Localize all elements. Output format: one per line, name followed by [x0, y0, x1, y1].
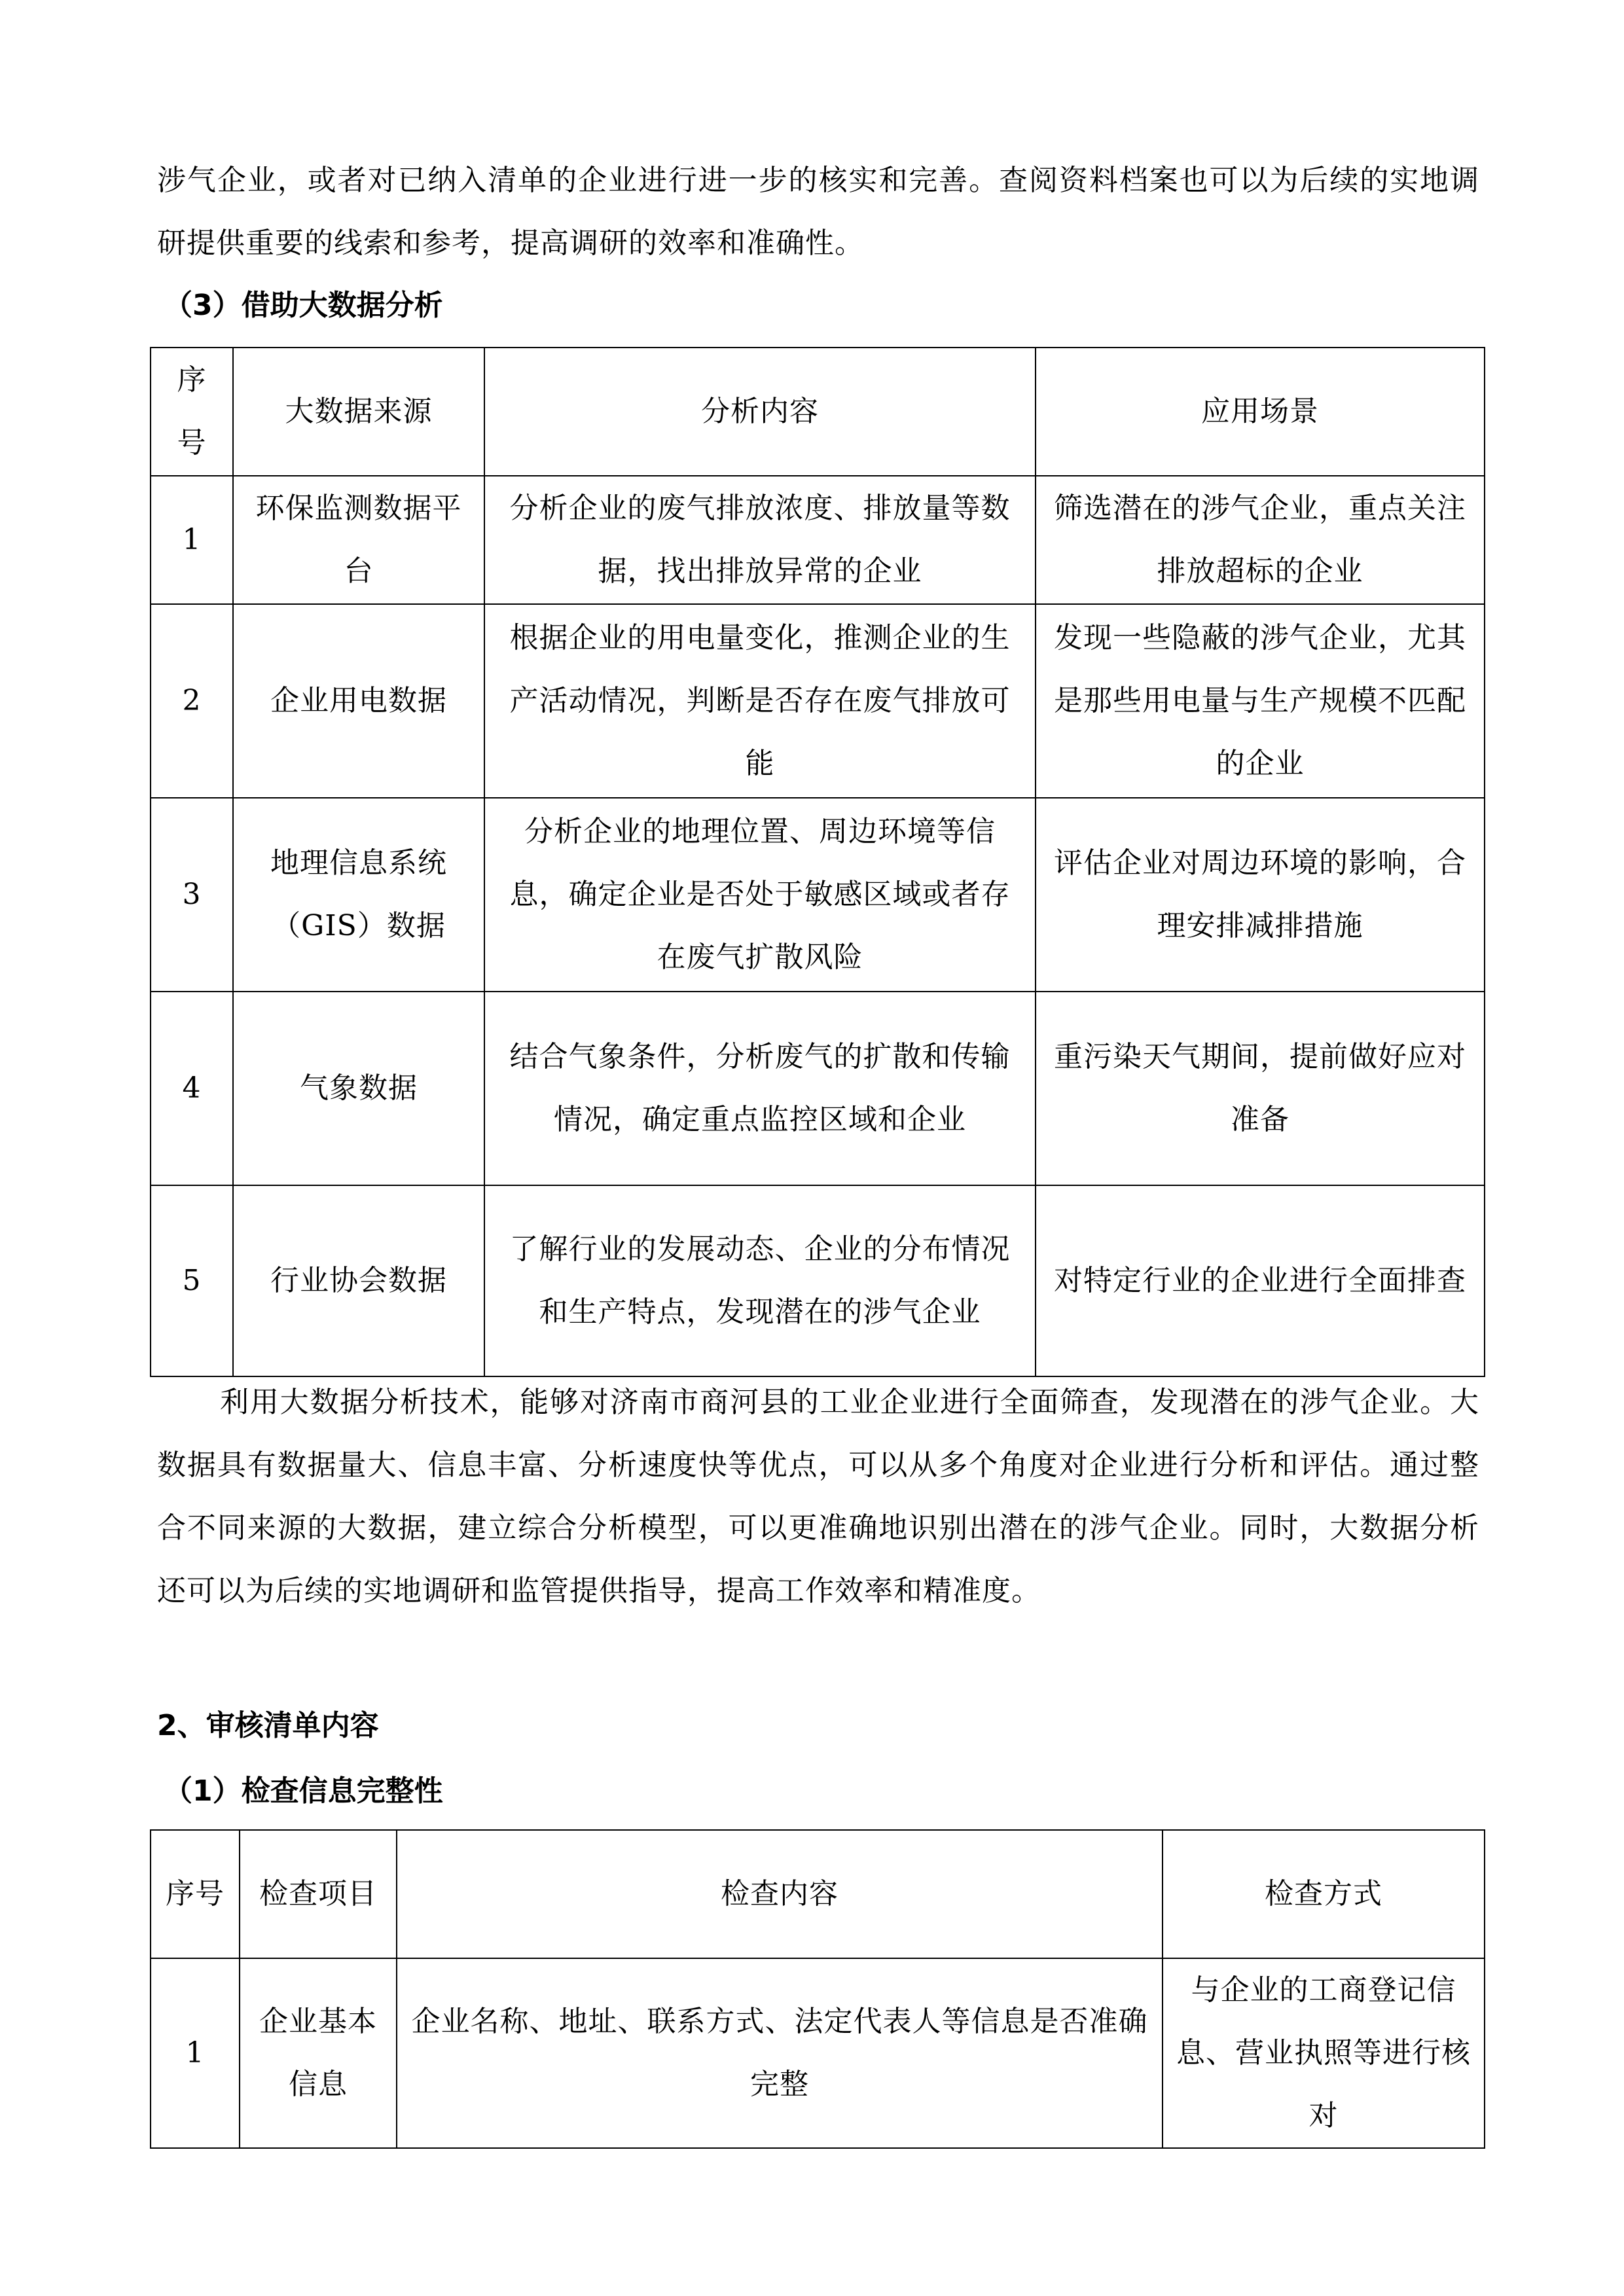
row-no: 1 [151, 476, 233, 604]
table-row [151, 798, 1485, 992]
row-item: 企业基本信息 [240, 1958, 397, 2148]
row-source: 行业协会数据 [233, 1185, 484, 1376]
row-content: 分析企业的地理位置、周边环境等信息，确定企业是否处于敏感区域或者存在废气扩散风险 [484, 798, 1036, 992]
intro-paragraph: 涉气企业，或者对已纳入清单的企业进行进一步的核实和完善。查阅资料档案也可以为后续的实地调研提供重要的线索和参考，提高调研的效率和准确性。 [157, 164, 1479, 260]
row-method: 与企业的工商登记信息、营业执照等进行核对 [1163, 1958, 1485, 2148]
row-source: 气象数据 [233, 992, 484, 1185]
section3-heading: （3）借助大数据分析 [164, 289, 443, 322]
table-row [151, 992, 1485, 1185]
section2-heading: 2、审核清单内容 [157, 1709, 379, 1742]
bigdata-table-header [151, 348, 1485, 476]
row-scenario: 重污染天气期间，提前做好应对准备 [1036, 992, 1485, 1185]
row-content: 分析企业的废气排放浓度、排放量等数据，找出排放异常的企业 [484, 476, 1036, 604]
row-scenario: 发现一些隐蔽的涉气企业，尤其是那些用电量与生产规模不匹配的企业 [1036, 604, 1485, 798]
header-item: 检查项目 [240, 1830, 397, 1958]
table-row [151, 476, 1485, 604]
header-source: 大数据来源 [233, 348, 484, 476]
header-no: 序号 [151, 348, 233, 476]
row-content: 结合气象条件，分析废气的扩散和传输情况，确定重点监控区域和企业 [484, 992, 1036, 1185]
row-no: 2 [151, 604, 233, 798]
header-method: 检查方式 [1163, 1830, 1485, 1958]
row-content: 了解行业的发展动态、企业的分布情况和生产特点，发现潜在的涉气企业 [484, 1185, 1036, 1376]
row-source: 企业用电数据 [233, 604, 484, 798]
analysis-paragraph: 利用大数据分析技术，能够对济南市商河县的工业企业进行全面筛查，发现潜在的涉气企业。大数据具有数据量大、信息丰富、分析速度快等优点，可以从多个角度对企业进行分析和评估。通过整合不同来源的大数据，建立综合分析模型，可以更准确地识别出潜在的涉气企业。同时，大数据分析还可以为后续的实地调研和监管提供指导，提高工作效率和精准度。 [157, 1386, 1479, 1607]
row-no: 5 [151, 1185, 233, 1376]
row-no: 4 [151, 992, 233, 1185]
bigdata-table [150, 347, 1485, 1377]
table-row [151, 1958, 1485, 2148]
completeness-table-header [151, 1830, 1485, 1958]
table-row [151, 604, 1485, 798]
header-scenario: 应用场景 [1036, 348, 1485, 476]
row-scenario: 对特定行业的企业进行全面排查 [1036, 1185, 1485, 1376]
row-content: 根据企业的用电量变化，推测企业的生产活动情况，判断是否存在废气排放可能 [484, 604, 1036, 798]
subsection1-heading: （1）检查信息完整性 [164, 1774, 443, 1808]
completeness-table [150, 1829, 1485, 2149]
row-content: 企业名称、地址、联系方式、法定代表人等信息是否准确完整 [397, 1958, 1163, 2148]
row-scenario: 筛选潜在的涉气企业，重点关注排放超标的企业 [1036, 476, 1485, 604]
row-scenario: 评估企业对周边环境的影响，合理安排减排措施 [1036, 798, 1485, 992]
header-content: 分析内容 [484, 348, 1036, 476]
row-source: 环保监测数据平台 [233, 476, 484, 604]
header-no: 序号 [151, 1830, 240, 1958]
row-no: 1 [151, 1958, 240, 2148]
row-source: 地理信息系统（GIS）数据 [233, 798, 484, 992]
table-row [151, 1185, 1485, 1376]
header-content: 检查内容 [397, 1830, 1163, 1958]
row-no: 3 [151, 798, 233, 992]
